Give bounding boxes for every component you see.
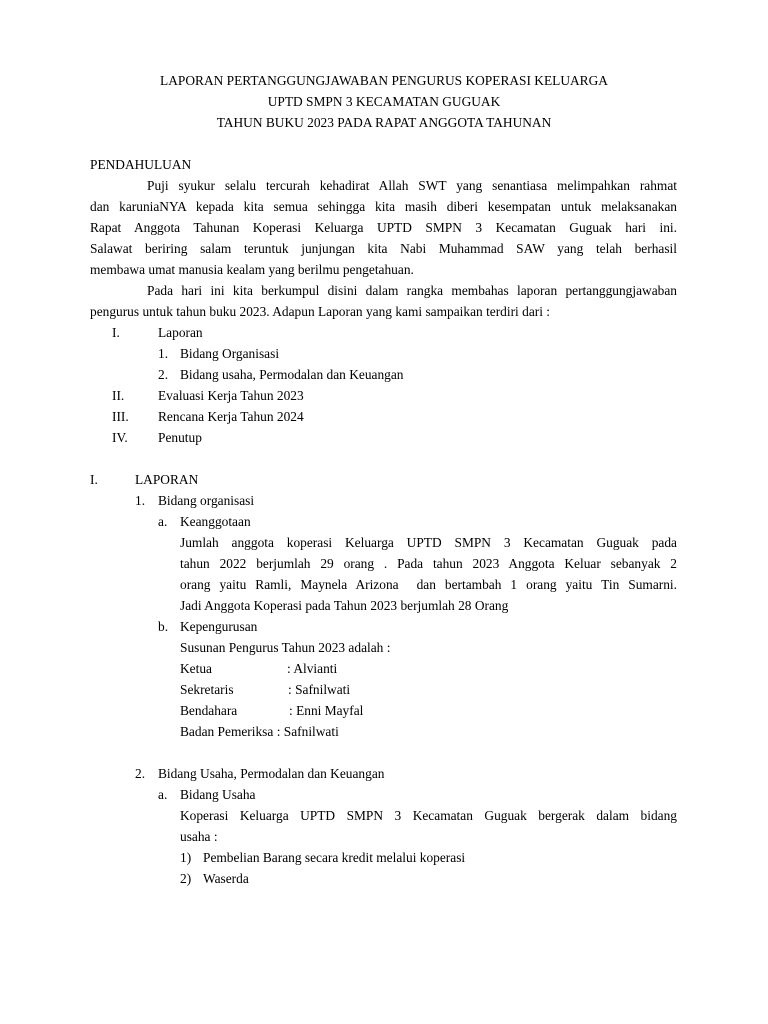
- pengurus-role: Ketua: [180, 661, 212, 676]
- pengurus-role: Bendahara: [180, 703, 238, 718]
- pengurus-name: : Safnilwati: [288, 682, 351, 697]
- bidang-usaha-line: Koperasi Keluarga UPTD SMPN 3 Kecamatan Guguak bergerak dalam bidang: [180, 808, 677, 823]
- pengurus-name: : Safnilwati: [276, 724, 339, 739]
- doc-title-line-1: LAPORAN PERTANGGUNGJAWABAN PENGURUS KOPERASI KELUARGA: [160, 73, 608, 88]
- keanggotaan-line: Jadi Anggota Koperasi pada Tahun 2023 berjumlah 28 Orang: [180, 598, 509, 613]
- usaha-item-num: 2): [180, 871, 192, 886]
- subsection-label: Bidang organisasi: [158, 493, 255, 508]
- outline-num: III.: [112, 409, 129, 424]
- intro-p2-line: pengurus untuk tahun buku 2023. Adapun Laporan yang kami sampaikan terdiri dari :: [90, 304, 551, 319]
- intro-p1-line: Salawat beriring salam teruntuk junjungan kita Nabi Muhammad SAW yang telah berhasil: [90, 241, 677, 256]
- intro-p1-line: Rapat Anggota Tahunan Koperasi Keluarga UPTD SMPN 3 Kecamatan Guguak hari ini.: [90, 220, 677, 235]
- doc-title-line-2: UPTD SMPN 3 KECAMATAN GUGUAK: [267, 94, 501, 109]
- outline-num: I.: [112, 325, 120, 340]
- intro-p1-line: membawa umat manusia kealam yang berilmu pengetahuan.: [90, 262, 414, 277]
- intro-p1-line: Puji syukur selalu tercurah kehadirat Allah SWT yang senantiasa melimpahkan rahmat: [147, 178, 677, 193]
- outline-label: Evaluasi Kerja Tahun 2023: [158, 388, 304, 403]
- section-num: I.: [90, 472, 98, 487]
- pengurus-intro: Susunan Pengurus Tahun 2023 adalah :: [180, 640, 391, 655]
- item-label: Bidang Usaha: [180, 787, 256, 802]
- subsection-num: 1.: [135, 493, 146, 508]
- outline-label: Bidang Organisasi: [180, 346, 280, 361]
- outline-label: Penutup: [158, 430, 202, 445]
- intro-p2-line: Pada hari ini kita berkumpul disini dalam rangka membahas laporan pertanggungjawaban: [147, 283, 677, 298]
- usaha-item-label: Pembelian Barang secara kredit melalui koperasi: [203, 850, 466, 865]
- keanggotaan-line: orang yaitu Ramli, Maynela Arizona dan bertambah 1 orang yaitu Tin Sumarni.: [180, 577, 677, 592]
- item-letter: a.: [158, 787, 168, 802]
- keanggotaan-line: Jumlah anggota koperasi Keluarga UPTD SMPN 3 Kecamatan Guguak pada: [180, 535, 677, 550]
- intro-p1-line: dan karuniaNYA kepada kita semua sehingga kita masih diberi kesempatan untuk melaksanakan: [90, 199, 677, 214]
- outline-label: Bidang usaha, Permodalan dan Keuangan: [180, 367, 404, 382]
- outline-num: IV.: [112, 430, 128, 445]
- pengurus-name: : Enni Mayfal: [289, 703, 364, 718]
- pengurus-name: : Alvianti: [287, 661, 338, 676]
- subsection-label: Bidang Usaha, Permodalan dan Keuangan: [158, 766, 385, 781]
- doc-title-line-3: TAHUN BUKU 2023 PADA RAPAT ANGGOTA TAHUNAN: [216, 115, 552, 130]
- outline-num: 1.: [158, 346, 169, 361]
- item-label: Keanggotaan: [180, 514, 251, 529]
- keanggotaan-line: tahun 2022 berjumlah 29 orang . Pada tahun 2023 Anggota Keluar sebanyak 2: [180, 556, 677, 571]
- usaha-item-label: Waserda: [203, 871, 249, 886]
- item-letter: b.: [158, 619, 169, 634]
- item-label: Kepengurusan: [180, 619, 258, 634]
- outline-label: Rencana Kerja Tahun 2024: [158, 409, 304, 424]
- pengurus-role: Badan Pemeriksa: [180, 724, 274, 739]
- section-heading-pendahuluan: PENDAHULUAN: [90, 157, 192, 172]
- section-heading-laporan: LAPORAN: [135, 472, 199, 487]
- subsection-num: 2.: [135, 766, 146, 781]
- usaha-item-num: 1): [180, 850, 192, 865]
- pengurus-role: Sekretaris: [180, 682, 234, 697]
- outline-num: 2.: [158, 367, 169, 382]
- bidang-usaha-line: usaha :: [180, 829, 218, 844]
- pengurus-row: [180, 721, 339, 742]
- outline-label: Laporan: [158, 325, 203, 340]
- item-letter: a.: [158, 514, 168, 529]
- outline-num: II.: [112, 388, 125, 403]
